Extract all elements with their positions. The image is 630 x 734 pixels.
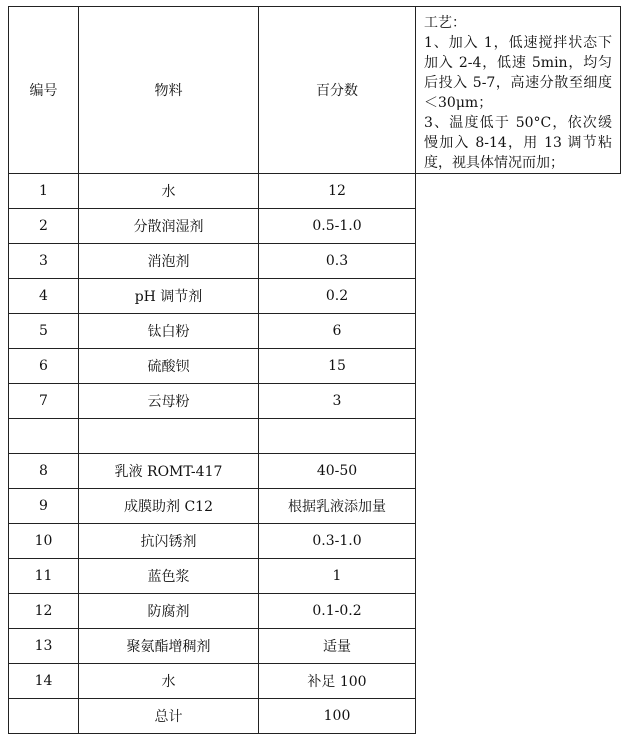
row-percentage: 适量 <box>259 629 416 664</box>
table-row <box>9 279 621 314</box>
header-row <box>9 7 621 174</box>
row-number: 4 <box>9 279 79 314</box>
row-material: 水 <box>79 664 259 699</box>
table-row-empty <box>9 419 621 454</box>
row-material: 蓝色浆 <box>79 559 259 594</box>
total-value: 100 <box>259 699 416 734</box>
row-material: 分散润湿剂 <box>79 209 259 244</box>
table-row <box>9 454 621 489</box>
table-row <box>9 209 621 244</box>
row-number: 1 <box>9 174 79 209</box>
process-cell <box>416 7 621 174</box>
table-row <box>9 314 621 349</box>
row-percentage: 3 <box>259 384 416 419</box>
row-material: 防腐剂 <box>79 594 259 629</box>
row-material: 聚氨酯增稠剂 <box>79 629 259 664</box>
table-row <box>9 174 621 209</box>
total-label: 总计 <box>79 699 259 734</box>
row-percentage: 6 <box>259 314 416 349</box>
row-number: 14 <box>9 664 79 699</box>
row-number: 3 <box>9 244 79 279</box>
row-percentage: 1 <box>259 559 416 594</box>
row-number: 10 <box>9 524 79 559</box>
process-title: 工艺： <box>424 15 466 31</box>
row-material: 云母粉 <box>79 384 259 419</box>
row-percentage: 40-50 <box>259 454 416 489</box>
process-step-3: 3、温度低于 50°C，依次缓慢加入 8-14，用 13 调节粘度，视具体情况而加； <box>424 115 612 171</box>
table-row <box>9 524 621 559</box>
table-row <box>9 594 621 629</box>
row-percentage: 12 <box>259 174 416 209</box>
row-number: 13 <box>9 629 79 664</box>
row-percentage: 0.3 <box>259 244 416 279</box>
row-percentage: 根据乳液添加量 <box>259 489 416 524</box>
formula-table <box>8 6 621 734</box>
row-percentage: 0.2 <box>259 279 416 314</box>
table-row <box>9 664 621 699</box>
row-number: 2 <box>9 209 79 244</box>
row-percentage: 0.3-1.0 <box>259 524 416 559</box>
row-material <box>79 419 259 454</box>
row-number: 8 <box>9 454 79 489</box>
row-material: 乳液 ROMT-417 <box>79 454 259 489</box>
row-percentage <box>259 419 416 454</box>
row-material: pH 调节剂 <box>79 279 259 314</box>
table-row <box>9 559 621 594</box>
row-percentage: 0.5-1.0 <box>259 209 416 244</box>
row-number <box>9 419 79 454</box>
table-row <box>9 384 621 419</box>
table-row <box>9 349 621 384</box>
row-percentage: 15 <box>259 349 416 384</box>
row-percentage: 补足 100 <box>259 664 416 699</box>
table-row <box>9 244 621 279</box>
row-material: 成膜助剂 C12 <box>79 489 259 524</box>
header-material: 物料 <box>79 7 259 174</box>
row-material: 消泡剂 <box>79 244 259 279</box>
row-number: 7 <box>9 384 79 419</box>
row-number: 11 <box>9 559 79 594</box>
row-percentage: 0.1-0.2 <box>259 594 416 629</box>
total-row <box>9 699 621 734</box>
row-number: 5 <box>9 314 79 349</box>
table-row <box>9 489 621 524</box>
row-number <box>9 699 79 734</box>
header-percentage: 百分数 <box>259 7 416 174</box>
row-material: 硫酸钡 <box>79 349 259 384</box>
header-number: 编号 <box>9 7 79 174</box>
row-material: 抗闪锈剂 <box>79 524 259 559</box>
row-material: 钛白粉 <box>79 314 259 349</box>
row-material: 水 <box>79 174 259 209</box>
row-number: 6 <box>9 349 79 384</box>
table-row <box>9 629 621 664</box>
row-number: 9 <box>9 489 79 524</box>
row-number: 12 <box>9 594 79 629</box>
process-step-1: 1、加入 1，低速搅拌状态下加入 2-4，低速 5min，均匀后投入 5-7，高速分散至细度＜30μm； <box>424 35 612 111</box>
